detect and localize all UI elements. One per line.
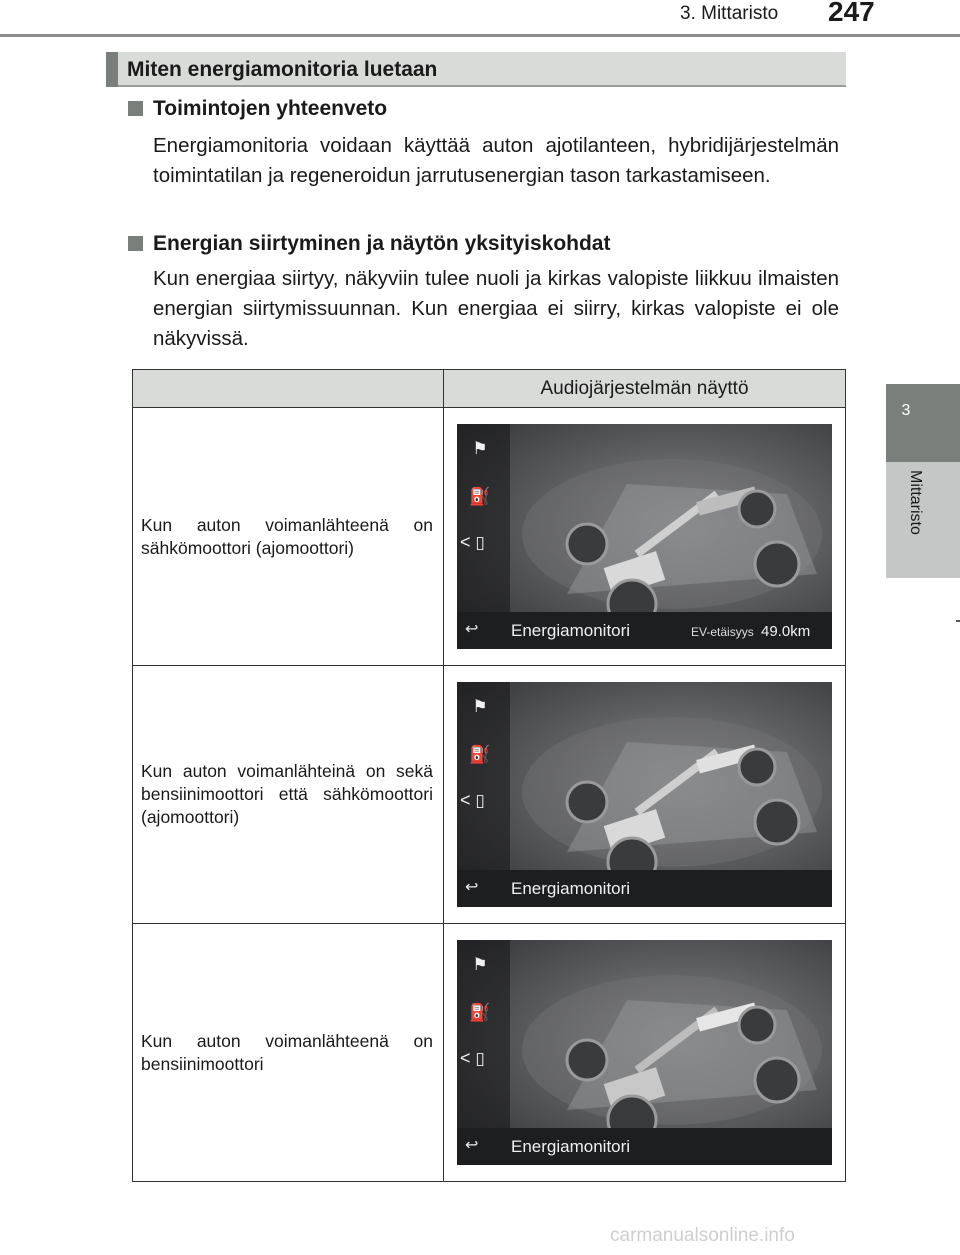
table-row bbox=[133, 924, 846, 1182]
audio-screen bbox=[457, 940, 832, 1165]
chevron-left-icon[interactable]: < bbox=[460, 532, 471, 552]
chapter-tab-number: 3 bbox=[901, 402, 911, 419]
row-screen-cell bbox=[444, 408, 846, 666]
screen-title: Energiamonitori bbox=[511, 1137, 631, 1156]
audio-screen bbox=[457, 424, 832, 649]
chevron-left-icon[interactable]: < bbox=[460, 790, 471, 810]
chevron-left-icon[interactable]: < bbox=[460, 1048, 471, 1068]
battery-icon[interactable]: ▯ bbox=[475, 1049, 485, 1068]
paragraph-summary: Energiamonitoria voidaan käyttää auton ajotilanteen, hybridijärjestelmän toimintatilan ja regeneroidun jarrutusenergian tason tarkastamiseen. bbox=[153, 134, 839, 187]
table-row bbox=[133, 666, 846, 924]
row-description: Kun auton voimanlähteenä on sähkömoottori (ajomoottori) bbox=[133, 408, 444, 666]
ev-range-label: EV-etäisyys bbox=[691, 625, 754, 639]
running-head: 3. Mittaristo bbox=[680, 3, 779, 24]
energy-monitor-table bbox=[132, 369, 846, 1182]
table-header-row bbox=[133, 370, 846, 408]
chapter-tab bbox=[886, 384, 960, 462]
subheading-summary-text: Toimintojen yhteenveto bbox=[153, 97, 388, 120]
subheading-energy-flow bbox=[128, 232, 610, 256]
ev-range-value: 49.0km bbox=[761, 623, 811, 640]
bullet-square-icon bbox=[128, 236, 143, 251]
row-screen-cell bbox=[444, 924, 846, 1182]
row-description: Kun auton voimanlähteenä on bensiinimoottori bbox=[133, 924, 444, 1182]
audio-screen bbox=[457, 682, 832, 907]
subheading-energy-flow-text: Energian siirtyminen ja näytön yksityiskohdat bbox=[153, 232, 611, 255]
trip-flag-icon[interactable]: ⚑ bbox=[472, 697, 488, 716]
table-header-right: Audiojärjestelmän näyttö bbox=[444, 370, 846, 408]
back-icon[interactable]: ↩ bbox=[465, 1137, 479, 1154]
fuel-icon[interactable]: ⛽ bbox=[469, 487, 491, 506]
fuel-icon[interactable]: ⛽ bbox=[469, 1003, 491, 1022]
battery-icon[interactable]: ▯ bbox=[475, 791, 485, 810]
edge-tick bbox=[956, 620, 960, 622]
page-number: 247 bbox=[828, 0, 875, 27]
section-title: Miten energiamonitoria luetaan bbox=[127, 58, 438, 81]
watermark: carmanualsonline.info bbox=[610, 1225, 795, 1246]
subheading-summary bbox=[128, 97, 387, 121]
table-row bbox=[133, 408, 846, 666]
battery-icon[interactable]: ▯ bbox=[475, 533, 485, 552]
fuel-icon[interactable]: ⛽ bbox=[469, 745, 491, 764]
chapter-tab-label: Mittaristo bbox=[907, 470, 924, 535]
bullet-square-icon bbox=[128, 101, 143, 116]
back-icon[interactable]: ↩ bbox=[465, 621, 479, 638]
row-description: Kun auton voimanlähteinä on sekä bensiinimoottori että sähkömoottori (ajomoottori) bbox=[133, 666, 444, 924]
trip-flag-icon[interactable]: ⚑ bbox=[472, 439, 488, 458]
table-header-left bbox=[133, 370, 444, 408]
screen-title: Energiamonitori bbox=[511, 879, 631, 898]
back-icon[interactable]: ↩ bbox=[465, 879, 479, 896]
paragraph-energy-flow: Kun energiaa siirtyy, näkyviin tulee nuoli ja kirkas valopiste liikkuu ilmaisten energian siirtymissuunnan. Kun energiaa ei siirry, kirkas valopiste ei ole näkyvissä. bbox=[153, 267, 839, 350]
trip-flag-icon[interactable]: ⚑ bbox=[472, 955, 488, 974]
row-screen-cell bbox=[444, 666, 846, 924]
section-bar-accent bbox=[106, 52, 118, 87]
header-rule bbox=[0, 34, 960, 37]
screen-title: Energiamonitori bbox=[511, 621, 631, 640]
